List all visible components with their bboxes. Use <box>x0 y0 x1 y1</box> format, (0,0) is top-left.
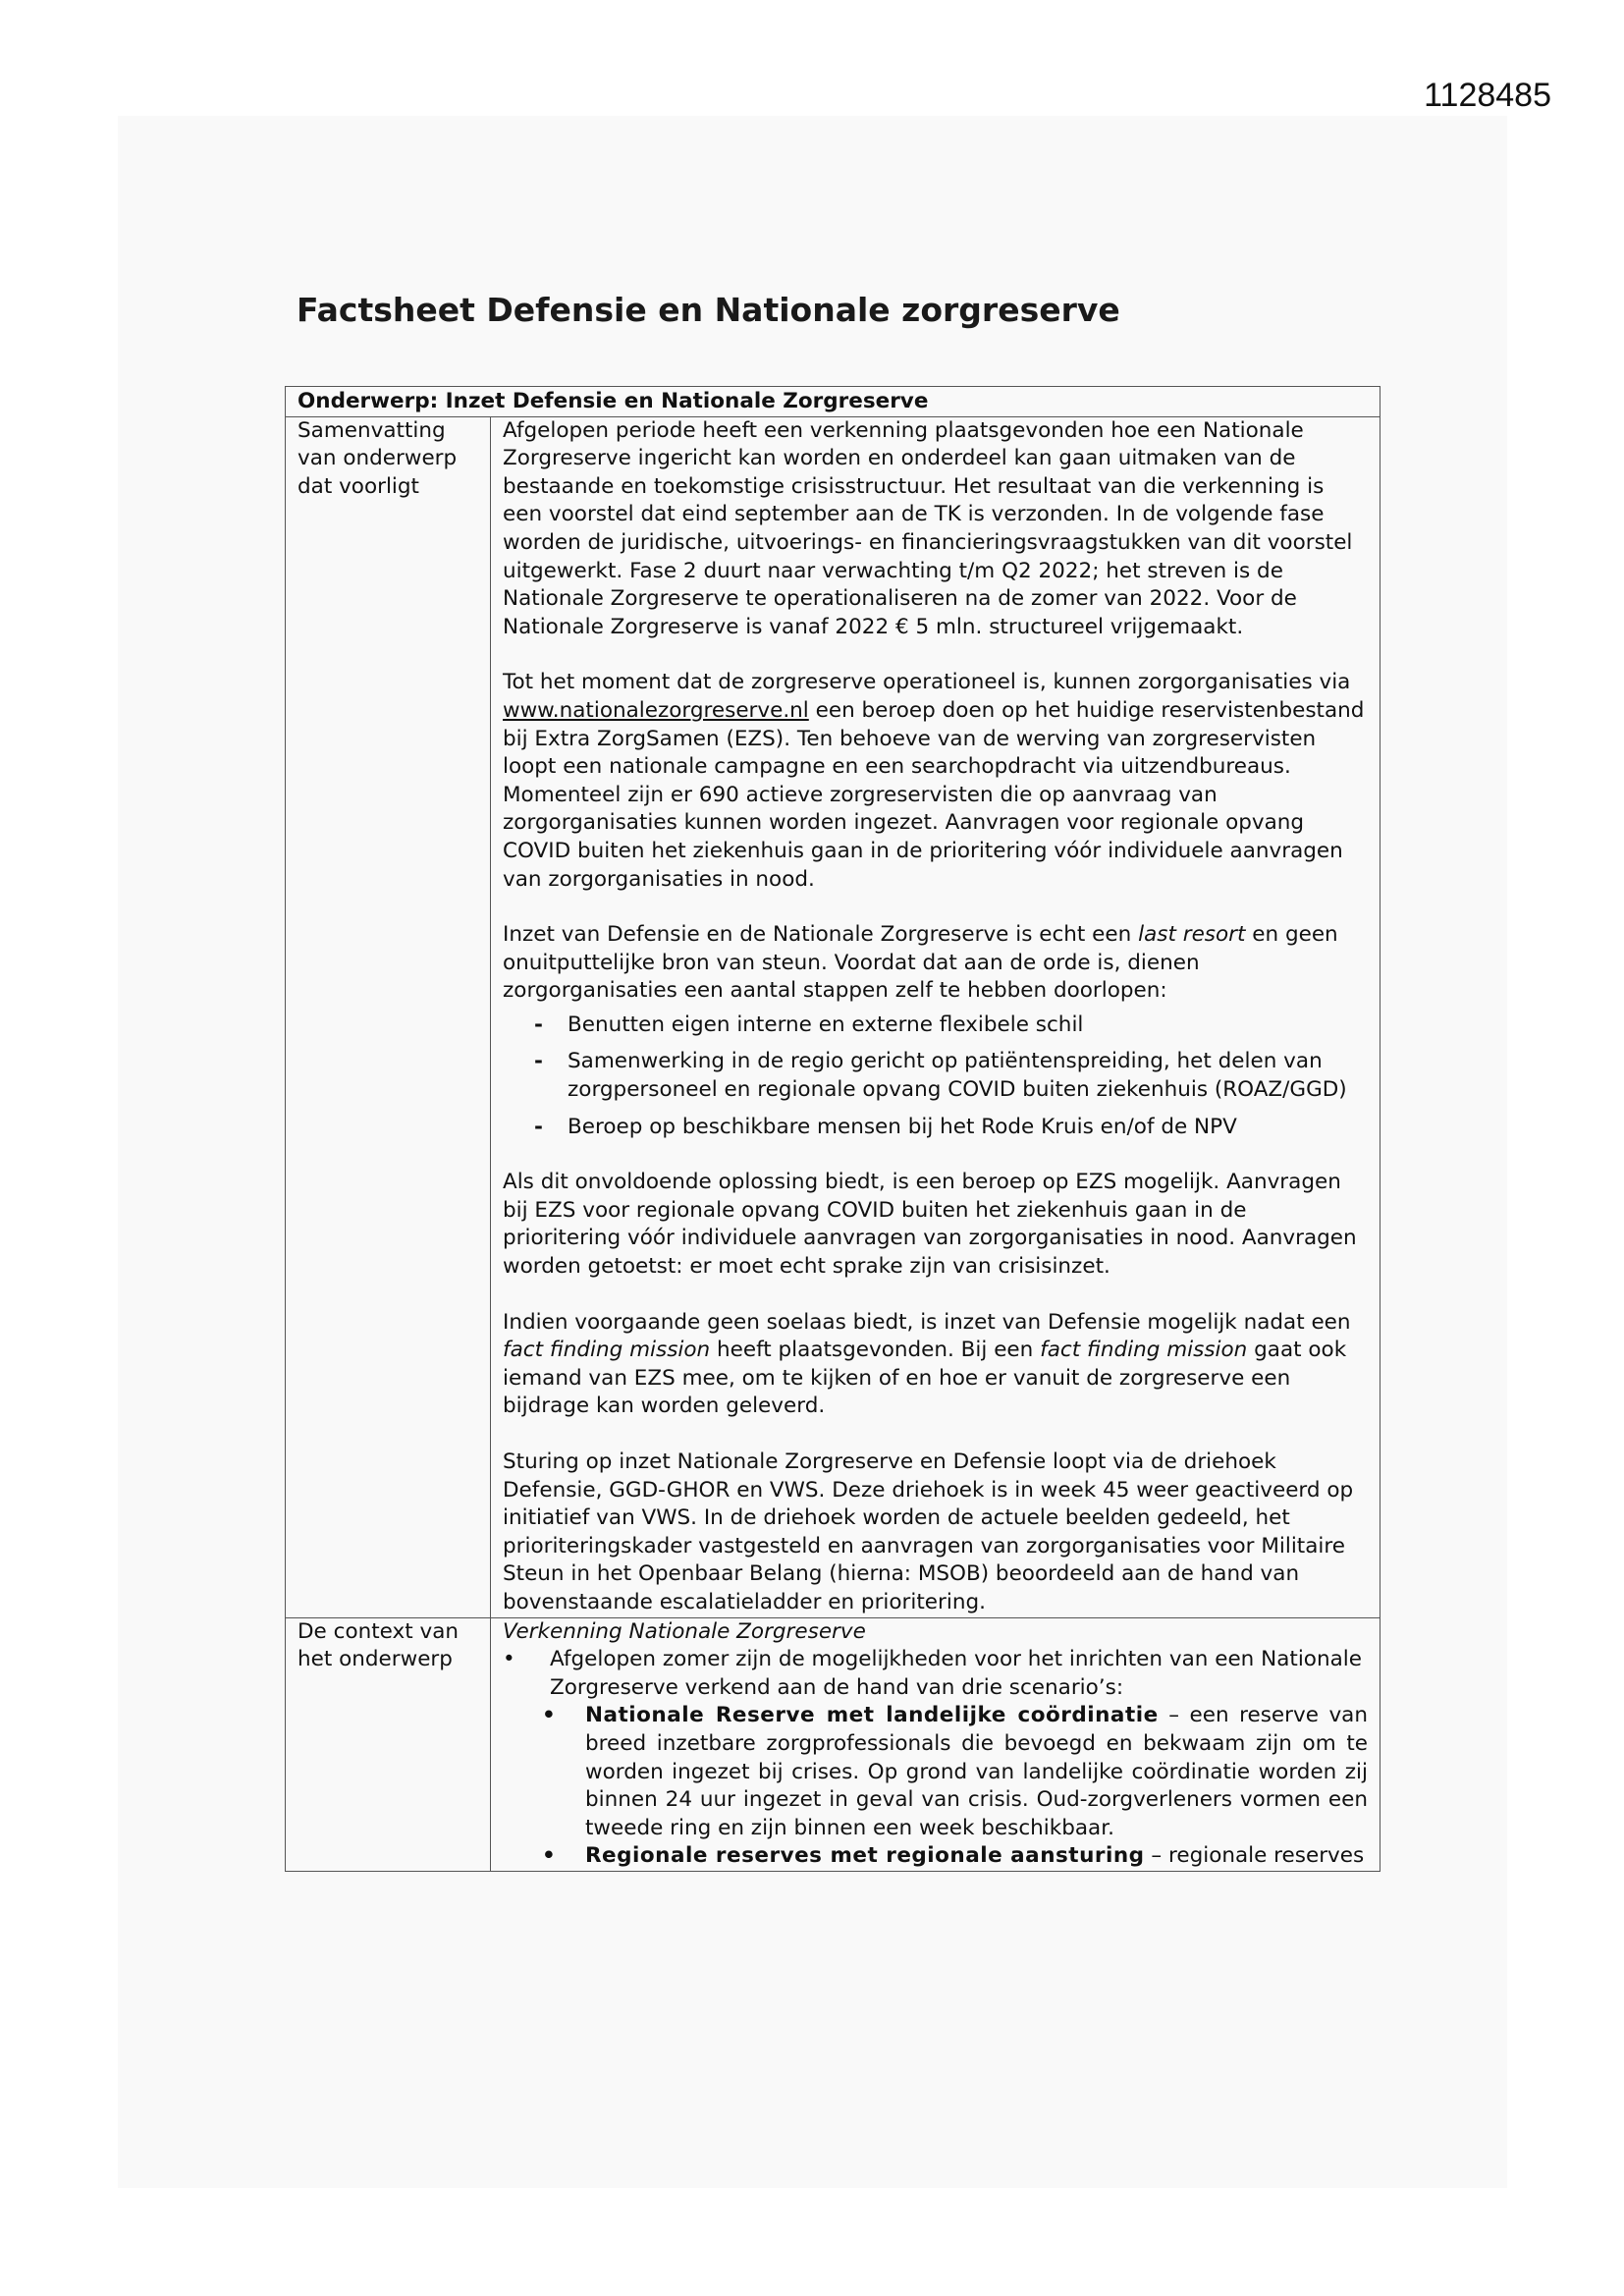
list-item: • Nationale Reserve met landelijke coördinatie – een reserve van breed inzetbare zorgprofessionals die bevoegd en bekwaam zijn om te worden ingezet bij crises. Op grond van landelijke coördinatie worden zij binnen 24 uur ingezet in geval van crisis. Oud-zorgverleners vormen een tweede ring en zijn binnen een week beschikbaar. <box>542 1703 1368 1840</box>
bullet-icon: • <box>542 1703 556 1728</box>
row-content <box>491 1617 1380 1871</box>
table-row <box>286 416 1380 1617</box>
list-item: - Benutten eigen interne en externe flexibele schil <box>534 1011 1368 1040</box>
list-item: • Regionale reserves met regionale aansturing – regionale reserves <box>538 1842 1368 1871</box>
table-header: Onderwerp: Inzet Defensie en Nationale Zorgreserve <box>286 387 1380 417</box>
paragraph: Afgelopen periode heeft een verkenning plaatsgevonden hoe een Nationale Zorgreserve ingericht kan worden en onderdeel kan gaan uitmaken van de bestaande en toekomstige crisisstructuur. Het resultaat van die verkenning is een voorstel dat eind september aan de TK is verzonden. In de volgende fase worden de juridische, uitvoerings- en financieringsvraagstukken van dit voorstel uitgewerkt. Fase 2 duurt naar verwachting t/m Q2 2022; het streven is de Nationale Zorgreserve te operationaliseren na de zomer van 2022. Voor de Nationale Zorgreserve is vanaf 2022 € 5 mln. structureel vrijgemaakt. <box>503 417 1353 639</box>
zorgreserve-link[interactable]: www.nationalezorgreserve.nl <box>503 697 809 723</box>
factsheet-table <box>285 386 1380 1872</box>
bullet-icon: • <box>542 1843 556 1869</box>
table-row <box>286 1617 1380 1871</box>
scenario-list <box>503 1702 1368 1871</box>
steps-list <box>503 1011 1368 1141</box>
list-item: - Samenwerking in de regio gericht op patiëntenspreiding, het delen van zorgpersoneel en regionale opvang COVID buiten ziekenhuis (ROAZ/GGD) <box>534 1049 1347 1103</box>
paragraph: Tot het moment dat de zorgreserve operationeel is, kunnen zorgorganisaties via www.nationalezorgreserve.nl een beroep doen op het huidige reservistenbestand bij Extra ZorgSamen (EZS). Ten behoeve van de werving van zorgreservisten loopt een nationale campagne en een searchopdracht via uitzendbureaus. Momenteel zijn er 690 actieve zorgreservisten die op aanvraag van zorgorganisaties kunnen worden ingezet. Aanvragen voor regionale opvang COVID buiten het ziekenhuis gaan in de prioritering vóór individuele aanvragen van zorgorganisaties in nood. <box>503 670 1365 892</box>
paragraph: Inzet van Defensie en de Nationale Zorgreserve is echt een last resort en geen onuitputtelijke bron van steun. Voordat dat aan de orde is, dienen zorgorganisaties een aantal stappen zelf te hebben doorlopen: <box>503 922 1338 1004</box>
paragraph: Als dit onvoldoende oplossing biedt, is een beroep op EZS mogelijk. Aanvragen bij EZS voor regionale opvang COVID buiten het ziekenhuis gaan in de prioritering vóór individuele aanvragen van zorgorganisaties in nood. Aanvragen worden getoetst: er moet echt sprake zijn van crisisinzet. <box>503 1170 1357 1280</box>
row-label: Samenvatting van onderwerp dat voorligt <box>286 416 491 1617</box>
dash-icon: - <box>534 1114 543 1139</box>
paragraph: Sturing op inzet Nationale Zorgreserve en Defensie loopt via de driehoek Defensie, GGD-GHOR en VWS. Deze driehoek is in week 45 weer geactiveerd op initiatief van VWS. In de driehoek worden de actuele beelden gedeeld, het prioriteringskader vastgesteld en aanvragen van zorgorganisaties voor Militaire Steun in het Openbaar Belang (hierna: MSOB) beoordeeld aan de hand van bovenstaande escalatieladder en prioritering. <box>503 1449 1354 1614</box>
dash-icon: - <box>534 1011 543 1037</box>
section-heading: Verkenning Nationale Zorgreserve <box>503 1618 866 1644</box>
list-item: - Beroep op beschikbare mensen bij het Rode Kruis en/of de NPV <box>534 1114 1368 1142</box>
page-title: Factsheet Defensie en Nationale zorgreserve <box>297 291 1120 329</box>
dash-icon: - <box>534 1049 543 1074</box>
row-content <box>491 416 1380 1617</box>
row-label: De context van het onderwerp <box>286 1617 491 1871</box>
list-item: • Afgelopen zomer zijn de mogelijkheden voor het inrichten van een Nationale Zorgreserve verkend aan de hand van drie scenario’s: <box>503 1647 1362 1700</box>
table-header-row <box>286 387 1380 417</box>
bullet-icon: • <box>503 1647 515 1672</box>
document-number: 1128485 <box>1424 77 1551 114</box>
paragraph: Indien voorgaande geen soelaas biedt, is inzet van Defensie mogelijk nadat een fact finding mission heeft plaatsgevonden. Bij een fact finding mission gaat ook iemand van EZS mee, om te kijken of en hoe er vanuit de zorgreserve een bijdrage kan worden geleverd. <box>503 1309 1351 1419</box>
